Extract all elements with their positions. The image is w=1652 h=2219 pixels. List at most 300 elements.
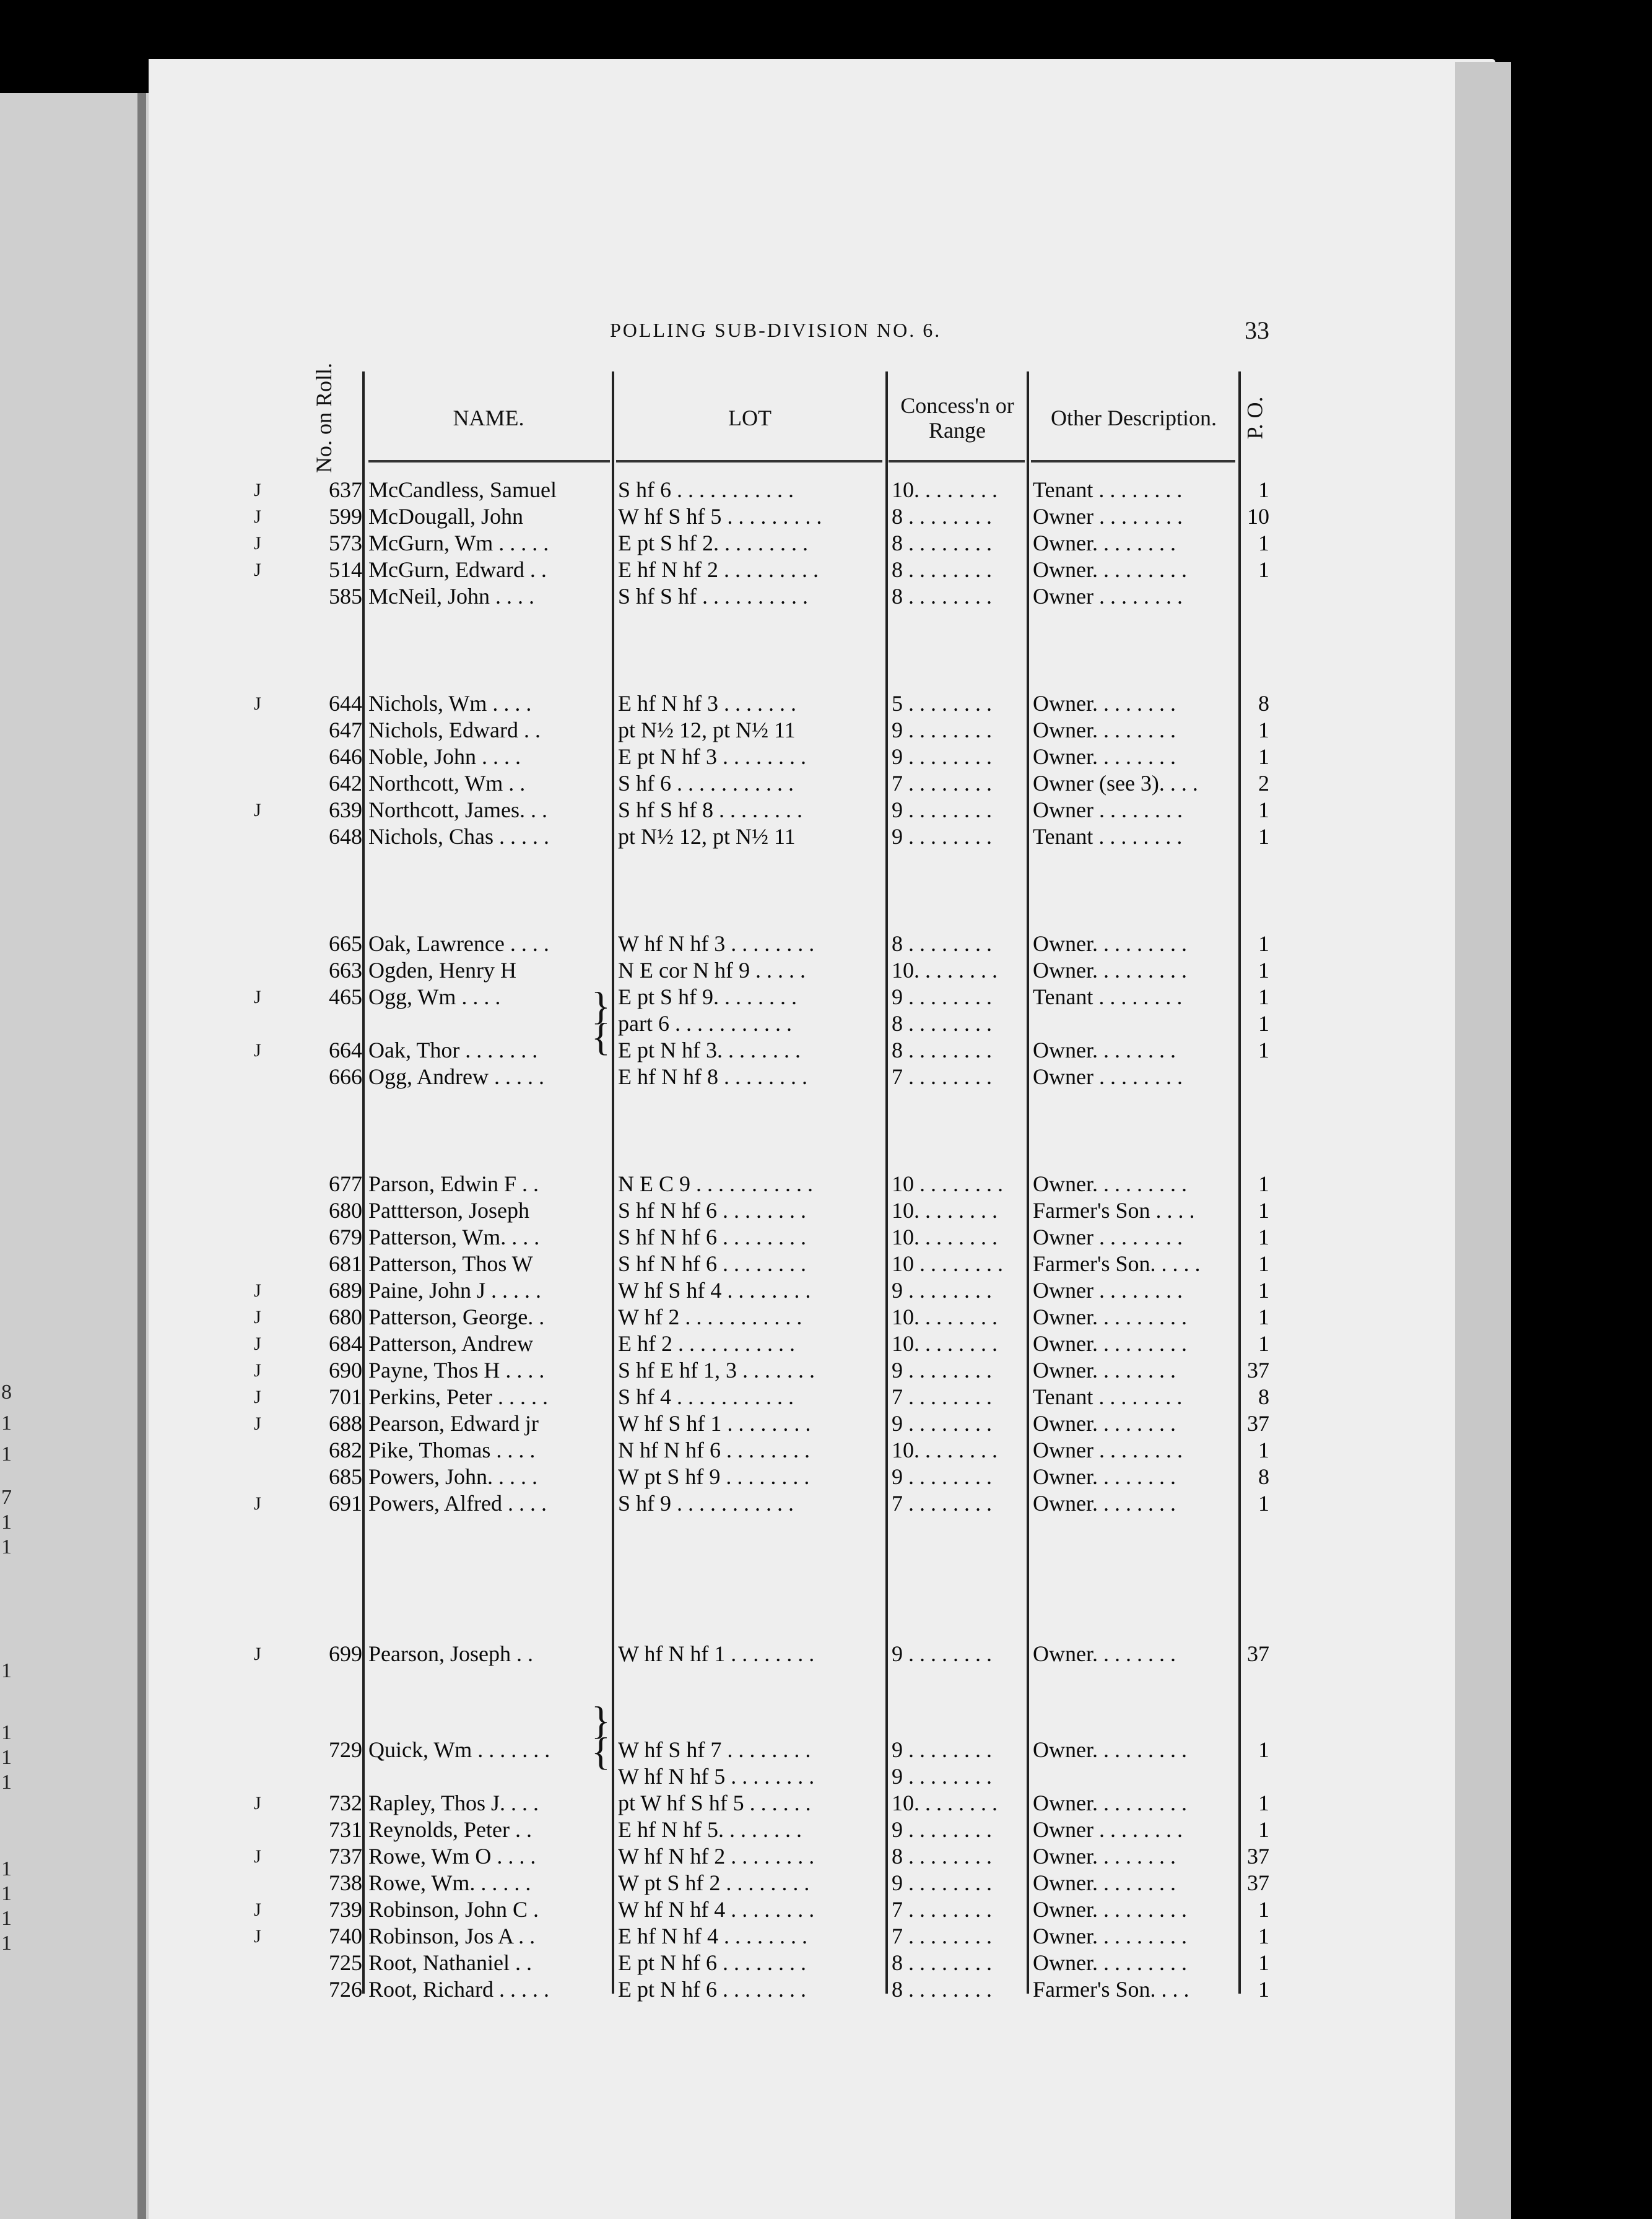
lot-description: part 6 . . . . . . . . . . . [618,1011,792,1036]
table-row [285,1064,1269,1090]
other-description: Owner. . . . . . . . [1033,1464,1176,1489]
concession-number: 7 . . . . . . . . [892,1384,992,1409]
post-office-number: 1 [1258,1950,1269,1975]
roll-number: 646 [329,744,362,769]
voter-name: Root, Richard . . . . . [368,1977,549,2002]
post-office-number: 1 [1258,1305,1269,1329]
other-description: Owner. . . . . . . . [1033,1641,1176,1666]
concession-number: 9 . . . . . . . . [892,1870,992,1895]
other-description: Owner. . . . . . . . . [1033,1305,1187,1329]
voter-check-mark: J [254,693,261,714]
voter-check-mark: J [254,1644,261,1664]
voter-name: Patterson, Wm. . . . [368,1225,540,1249]
voter-check-mark: J [254,1280,261,1301]
entry-brace: } [591,1698,611,1742]
concession-number: 10. . . . . . . . [892,477,998,502]
concession-number: 8 . . . . . . . . [892,931,992,956]
voter-name: Nichols, Chas . . . . . [368,824,549,849]
other-description: Farmer's Son. . . . . [1033,1251,1201,1276]
table-row [285,1950,1269,1976]
other-description: Owner. . . . . . . . [1033,1870,1176,1895]
concession-number: 9 . . . . . . . . [892,797,992,822]
voter-name: Ogg, Andrew . . . . . [368,1064,544,1089]
roll-number: 681 [329,1251,362,1276]
other-description: Owner . . . . . . . . [1033,584,1183,609]
left-page-mark: 1 [1,1746,12,1769]
voter-name: Nichols, Edward . . [368,718,541,742]
table-row [254,557,1269,583]
table-row [285,1171,1269,1197]
roll-number: 648 [329,824,362,849]
voter-name: Patterson, George. . [368,1305,545,1329]
table-row [285,1251,1269,1277]
voter-name: Oak, Lawrence . . . . [368,931,549,956]
concession-number: 9 . . . . . . . . [892,1411,992,1436]
entry-brace: } [591,984,611,1028]
roll-number: 677 [329,1171,362,1196]
post-office-number: 1 [1258,477,1269,502]
voter-check-mark: J [254,1793,261,1813]
concession-number: 7 . . . . . . . . [892,1064,992,1089]
table-row [254,1357,1269,1384]
roll-number: 729 [329,1737,362,1762]
concession-number: 10. . . . . . . . [892,1225,998,1249]
lot-description: W pt S hf 2 . . . . . . . . [618,1870,810,1895]
table-row [285,1870,1269,1896]
concession-number: 9 . . . . . . . . [892,718,992,742]
voter-name: Powers, John. . . . . [368,1464,538,1489]
other-description: Owner. . . . . . . . [1033,1038,1176,1062]
voter-check-mark: J [254,987,261,1007]
voter-name: Ogg, Wm . . . . [368,984,501,1009]
concession-number: 9 . . . . . . . . [892,824,992,849]
table-row [254,1304,1269,1331]
lot-description: E hf 2 . . . . . . . . . . . [618,1331,795,1356]
table-row [285,1737,1269,1763]
lot-description: E pt N hf 3. . . . . . . . [618,1038,801,1062]
concession-number: 10. . . . . . . . [892,1331,998,1356]
voter-name: Pike, Thomas . . . . [368,1438,536,1462]
voter-name: Northcott, James. . . [368,797,547,822]
concession-number: 10 . . . . . . . . [892,1251,1003,1276]
lot-description: E pt N hf 6 . . . . . . . . [618,1977,806,2002]
lot-description: N E C 9 . . . . . . . . . . . [618,1171,813,1196]
page-number: 33 [1245,316,1269,344]
voter-check-mark: J [254,1360,261,1381]
roll-number: 737 [329,1844,362,1869]
post-office-number: 37 [1247,1358,1269,1383]
other-description: Owner. . . . . . . . [1033,718,1176,742]
roll-number: 647 [329,718,362,742]
concession-number: 8 . . . . . . . . [892,557,992,582]
roll-number [285,1010,362,1037]
concession-number: 10. . . . . . . . [892,958,998,983]
other-description: Owner. . . . . . . . [1033,531,1176,555]
other-description: Owner. . . . . . . . . [1033,1950,1187,1975]
voter-check-mark: J [254,480,261,500]
table-row [254,1896,1269,1923]
table-row [285,1010,1269,1037]
table-row [285,823,1269,850]
table-row [254,984,1269,1010]
post-office-number: 1 [1258,557,1269,582]
concession-number: 10. . . . . . . . [892,1305,998,1329]
other-description: Owner. . . . . . . . . [1033,1737,1187,1762]
lot-description: W hf 2 . . . . . . . . . . . [618,1305,802,1329]
left-page-mark: 1 [1,1659,12,1682]
left-page-mark: 1 [1,1932,12,1955]
voter-check-mark: J [254,1307,261,1327]
concession-number: 7 . . . . . . . . [892,771,992,796]
voter-name: Payne, Thos H . . . . [368,1358,545,1383]
lot-description: S hf N hf 6 . . . . . . . . [618,1198,806,1223]
concession-number: 9 . . . . . . . . [892,1817,992,1842]
table-row [254,1037,1269,1064]
entry-brace: { [591,1015,611,1059]
left-page-mark: 1 [1,1721,12,1744]
post-office-number: 1 [1258,958,1269,983]
other-description: Tenant . . . . . . . . [1033,824,1183,849]
voter-check-mark: J [254,1387,261,1407]
post-office-number: 1 [1258,531,1269,555]
table-row [254,503,1269,530]
other-description: Owner. . . . . . . . . [1033,931,1187,956]
lot-description: S hf N hf 6 . . . . . . . . [618,1225,806,1249]
other-description [1033,1010,1231,1037]
post-office-number: 8 [1258,1464,1269,1489]
header-rule [1031,460,1235,462]
roll-number: 514 [329,557,362,582]
other-description: Owner . . . . . . . . [1033,1817,1183,1842]
post-office-number: 1 [1258,1171,1269,1196]
left-page-mark: 1 [1,1771,12,1794]
voter-check-mark: J [254,1900,261,1920]
left-page-mark: 1 [1,1443,12,1466]
table-row [285,1817,1269,1843]
concession-number: 9 . . . . . . . . [892,744,992,769]
lot-description: S hf 6 . . . . . . . . . . . [618,771,794,796]
roll-number: 642 [329,771,362,796]
voter-check-mark: J [254,1413,261,1434]
left-page-edge [0,93,149,2219]
post-office-number: 1 [1258,1791,1269,1815]
roll-number: 699 [329,1641,362,1666]
concession-number: 9 . . . . . . . . [892,1278,992,1303]
voter-check-mark: J [254,1846,261,1867]
lot-description: E pt N hf 3 . . . . . . . . [618,744,806,769]
voter-name: Parson, Edwin F . . [368,1171,539,1196]
lot-description: W hf N hf 3 . . . . . . . . [618,931,815,956]
table-row [285,931,1269,957]
post-office-number: 1 [1258,1011,1269,1036]
roll-number: 663 [329,958,362,983]
voter-check-mark: J [254,506,261,527]
post-office-number: 1 [1258,1278,1269,1303]
voter-name: Root, Nathaniel . . [368,1950,532,1975]
roll-number: 465 [329,984,362,1009]
concession-number: 9 . . . . . . . . [892,1764,992,1789]
table-row [254,1277,1269,1304]
voter-name: Patterson, Thos W [368,1251,533,1276]
other-description: Owner. . . . . . . . [1033,1844,1176,1869]
table-row [285,583,1269,610]
concession-number: 10. . . . . . . . [892,1198,998,1223]
table-row [254,477,1269,503]
other-description: Owner (see 3). . . . [1033,771,1198,796]
roll-number: 679 [329,1225,362,1249]
table-row [254,530,1269,557]
table-row [254,797,1269,823]
concession-number: 7 . . . . . . . . [892,1897,992,1922]
roll-number: 739 [329,1897,362,1922]
header-rule [889,460,1025,462]
roll-number: 599 [329,504,362,529]
concession-number: 8 . . . . . . . . [892,1977,992,2002]
roll-number: 691 [329,1491,362,1516]
post-office-number: 1 [1258,744,1269,769]
roll-number: 637 [329,477,362,502]
post-office-number: 1 [1258,797,1269,822]
concession-number: 10. . . . . . . . [892,1438,998,1462]
post-office-number: 1 [1258,718,1269,742]
other-description: Owner. . . . . . . . [1033,691,1176,716]
other-description: Owner. . . . . . . . . [1033,958,1187,983]
post-office-number: 1 [1258,1491,1269,1516]
roll-number: 665 [329,931,362,956]
header-rule [368,460,610,462]
post-office-number: 1 [1258,1225,1269,1249]
post-office-number: 37 [1247,1641,1269,1666]
concession-number: 8 . . . . . . . . [892,584,992,609]
voter-name: Perkins, Peter . . . . . [368,1384,548,1409]
voter-check-mark: J [254,800,261,820]
lot-description: E hf N hf 3 . . . . . . . [618,691,796,716]
post-office-number: 1 [1258,1977,1269,2002]
table-row [254,1641,1269,1667]
lot-description: E hf N hf 8 . . . . . . . . [618,1064,807,1089]
voter-name: Reynolds, Peter . . [368,1817,532,1842]
other-description: Owner . . . . . . . . [1033,1278,1183,1303]
lot-description: S hf N hf 6 . . . . . . . . [618,1251,806,1276]
lot-description: E pt S hf 9. . . . . . . . [618,984,798,1009]
voter-name: Robinson, John C . [368,1897,539,1922]
concession-number: 8 . . . . . . . . [892,1950,992,1975]
page-spine [137,93,146,2219]
concession-number: 8 . . . . . . . . [892,531,992,555]
roll-number: 585 [329,584,362,609]
lot-description: S hf S hf 8 . . . . . . . . [618,797,803,822]
voter-name: Ogden, Henry H [368,958,516,983]
voter-name: Pearson, Joseph . . [368,1641,533,1666]
left-page-mark: 8 [1,1381,12,1404]
voter-name: Northcott, Wm . . [368,771,526,796]
lot-description: S hf 6 . . . . . . . . . . . [618,477,794,502]
post-office-number: 8 [1258,691,1269,716]
lot-description: W hf N hf 4 . . . . . . . . [618,1897,815,1922]
other-description: Owner . . . . . . . . [1033,1225,1183,1249]
post-office-number: 1 [1258,1331,1269,1356]
concession-number: 8 . . . . . . . . [892,1038,992,1062]
table-row [254,1843,1269,1870]
concession-number: 8 . . . . . . . . [892,1011,992,1036]
post-office-number [1245,1763,1269,1790]
roll-number: 689 [329,1278,362,1303]
roll-number: 690 [329,1358,362,1383]
post-office-number: 1 [1258,984,1269,1009]
post-office-number: 37 [1247,1870,1269,1895]
voter-name: Nichols, Wm . . . . [368,691,532,716]
table-row [254,690,1269,717]
header-rule [616,460,882,462]
other-description: Owner. . . . . . . . . [1033,1791,1187,1815]
roll-number: 680 [329,1198,362,1223]
roll-number: 688 [329,1411,362,1436]
table-row [285,1464,1269,1490]
roll-number: 726 [329,1977,362,2002]
concession-number: 9 . . . . . . . . [892,1641,992,1666]
roll-number: 740 [329,1924,362,1948]
other-description: Owner. . . . . . . . . [1033,1331,1187,1356]
left-page-mark: 1 [1,1882,12,1905]
other-description: Owner . . . . . . . . [1033,504,1183,529]
other-description: Owner . . . . . . . . [1033,1064,1183,1089]
post-office-number: 37 [1247,1844,1269,1869]
other-description: Owner. . . . . . . . . [1033,557,1187,582]
lot-description: E hf N hf 4 . . . . . . . . [618,1924,807,1948]
lot-description: E pt S hf 2. . . . . . . . . [618,531,809,555]
left-page-mark: 1 [1,1857,12,1880]
lot-description: W pt S hf 9 . . . . . . . . [618,1464,810,1489]
left-page-mark: 1 [1,1412,12,1435]
voter-name: McCandless, Samuel [368,477,557,502]
table-row [285,744,1269,770]
lot-description: W hf S hf 7 . . . . . . . . [618,1737,811,1762]
concession-number: 5 . . . . . . . . [892,691,992,716]
table-row [254,1490,1269,1517]
concession-number: 7 . . . . . . . . [892,1924,992,1948]
table-row [285,957,1269,984]
roll-number: 639 [329,797,362,822]
header-name: NAME. [453,406,524,430]
page-edge [1455,62,1511,2219]
roll-number: 684 [329,1331,362,1356]
lot-description: E hf N hf 2 . . . . . . . . . [618,557,819,582]
lot-description: N E cor N hf 9 . . . . . [618,958,806,983]
table-row [285,1224,1269,1251]
roll-number: 573 [329,531,362,555]
other-description: Tenant . . . . . . . . [1033,984,1183,1009]
voter-name: Rowe, Wm. . . . . . [368,1870,531,1895]
voter-name: McDougall, John [368,504,523,529]
other-description: Tenant . . . . . . . . [1033,477,1183,502]
post-office-number: 1 [1258,1924,1269,1948]
lot-description: W hf S hf 4 . . . . . . . . [618,1278,811,1303]
voter-name: Robinson, Jos A . . [368,1924,536,1948]
lot-description: pt W hf S hf 5 . . . . . . [618,1791,811,1815]
other-description: Owner. . . . . . . . [1033,1411,1176,1436]
page-title: POLLING SUB-DIVISION NO. 6. [610,319,942,341]
table-row [285,1976,1269,2003]
other-description: Farmer's Son . . . . [1033,1198,1195,1223]
other-description: Owner. . . . . . . . . [1033,1171,1187,1196]
lot-description: W hf N hf 5 . . . . . . . . [618,1764,815,1789]
voter-name: Rowe, Wm O . . . . [368,1844,536,1869]
lot-description: S hf E hf 1, 3 . . . . . . . [618,1358,815,1383]
other-description [1033,1763,1231,1790]
roll-number: 732 [329,1791,362,1815]
voter-name: Patterson, Andrew [368,1331,533,1356]
voter-check-mark: J [254,1493,261,1514]
post-office-number: 1 [1258,1817,1269,1842]
post-office-number: 1 [1258,824,1269,849]
roll-number: 680 [329,1305,362,1329]
lot-description: S hf S hf . . . . . . . . . . [618,584,809,609]
concession-number: 7 . . . . . . . . [892,1491,992,1516]
voter-name: McGurn, Edward . . [368,557,547,582]
voter-name: Noble, John . . . . [368,744,521,769]
voter-check-mark: J [254,1334,261,1354]
roll-number: 685 [329,1464,362,1489]
concession-number: 8 . . . . . . . . [892,1844,992,1869]
left-page-mark: 7 [1,1486,12,1509]
voters-register-table [254,362,1269,2002]
lot-description: E hf N hf 5. . . . . . . . [618,1817,802,1842]
post-office-number [1245,583,1269,610]
table-row [254,1410,1269,1437]
left-page-mark: 1 [1,1907,12,1930]
table-row [254,1790,1269,1817]
other-description: Owner. . . . . . . . . [1033,1924,1187,1948]
table-row [254,1923,1269,1950]
post-office-number: 10 [1247,504,1269,529]
voter-name: McGurn, Wm . . . . . [368,531,549,555]
post-office-number: 2 [1258,771,1269,796]
post-office-number: 1 [1258,1198,1269,1223]
lot-description: W hf N hf 2 . . . . . . . . [618,1844,815,1869]
header-po: P. O. [1243,396,1267,440]
concession-number: 9 . . . . . . . . [892,1464,992,1489]
roll-number: 682 [329,1438,362,1462]
post-office-number: 37 [1247,1411,1269,1436]
left-page-marks [1,93,20,2219]
voter-name: Oak, Thor . . . . . . . [368,1038,538,1062]
other-description: Tenant . . . . . . . . [1033,1384,1183,1409]
concession-number: 10. . . . . . . . [892,1791,998,1815]
table-row [285,1763,1269,1790]
roll-number: 701 [329,1384,362,1409]
voter-name: McNeil, John . . . . [368,584,534,609]
roll-number: 644 [329,691,362,716]
post-office-number: 8 [1258,1384,1269,1409]
header-lot: LOT [728,406,772,430]
voter-name: Rapley, Thos J. . . . [368,1791,539,1815]
other-description: Owner. . . . . . . . [1033,1491,1176,1516]
roll-number: 666 [329,1064,362,1089]
roll-number: 731 [329,1817,362,1842]
other-description: Owner. . . . . . . . . [1033,1897,1187,1922]
post-office-number: 1 [1258,931,1269,956]
roll-number [285,1763,362,1790]
post-office-number: 1 [1258,1038,1269,1062]
concession-number: 9 . . . . . . . . [892,1358,992,1383]
lot-description: W hf S hf 1 . . . . . . . . [618,1411,811,1436]
header-description: Other Description. [1051,406,1217,430]
concession-number: 9 . . . . . . . . [892,1737,992,1762]
table-row [285,770,1269,797]
table-row [285,1437,1269,1464]
roll-number: 725 [329,1950,362,1975]
lot-description: S hf 4 . . . . . . . . . . . [618,1384,794,1409]
